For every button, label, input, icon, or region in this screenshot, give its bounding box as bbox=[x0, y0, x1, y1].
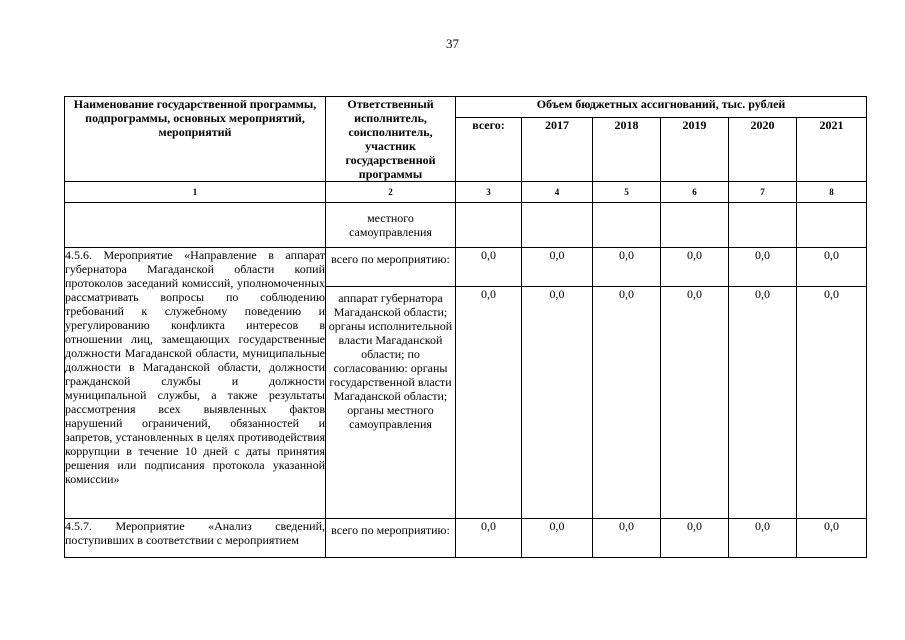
row-responsible: аппарат губернатора Магаданской области; органы исполнительной власти Магаданской области; по согласованию: органы государственной власти Магаданской области; органы местного самоуправления bbox=[326, 287, 456, 519]
header-name: Наименование государственной программы, подпрограммы, основных мероприятий, мероприятий bbox=[65, 97, 326, 182]
value-cell: 0,0 bbox=[729, 248, 797, 287]
value-cell: 0,0 bbox=[593, 248, 661, 287]
value-cell: 0,0 bbox=[797, 248, 867, 287]
value-cell bbox=[593, 203, 661, 248]
row-responsible: всего по мероприятию: bbox=[326, 248, 456, 287]
value-cell: 0,0 bbox=[522, 287, 593, 519]
index-cell: 3 bbox=[456, 182, 522, 203]
value-cell: 0,0 bbox=[456, 287, 522, 519]
table-row bbox=[65, 519, 867, 558]
row-responsible: местного самоуправления bbox=[326, 203, 456, 248]
header-row bbox=[65, 97, 867, 118]
value-cell: 0,0 bbox=[661, 248, 729, 287]
activity-4-5-6-name: 4.5.6. Мероприятие «Направление в аппарат губернатора Магаданской области копий протоколов заседаний комиссий, уполномоченных рассматривать вопросы по соблюдению требований к служебному поведению и урегулированию конфликта интересов в отношении лиц, замещающих государственные должности Магаданской области, муниципальные должности в Магаданской области, должности гражданской службы и должности муниципальной службы, а также результаты рассмотрения всех выявленных фактов нарушений ограничений, обязанностей и запретов, установленных в целях противодействия коррупции в течение 10 дней с даты принятия решения или подписания протокола указанной комиссии» bbox=[65, 248, 326, 519]
value-cell bbox=[797, 203, 867, 248]
value-cell: 0,0 bbox=[729, 519, 797, 558]
index-cell: 7 bbox=[729, 182, 797, 203]
value-cell: 0,0 bbox=[593, 287, 661, 519]
activity-4-5-7-name: 4.5.7. Мероприятие «Анализ сведений, поступивших в соответствии с мероприятием bbox=[65, 519, 326, 558]
value-cell: 0,0 bbox=[661, 287, 729, 519]
value-cell: 0,0 bbox=[456, 519, 522, 558]
index-row bbox=[65, 182, 867, 203]
page-number: 37 bbox=[446, 36, 459, 51]
row-name bbox=[65, 203, 326, 248]
index-cell: 8 bbox=[797, 182, 867, 203]
value-cell bbox=[456, 203, 522, 248]
index-cell: 5 bbox=[593, 182, 661, 203]
value-cell: 0,0 bbox=[661, 519, 729, 558]
index-cell: 6 bbox=[661, 182, 729, 203]
table-row bbox=[65, 248, 867, 287]
value-cell: 0,0 bbox=[456, 248, 522, 287]
row-responsible: всего по мероприятию: bbox=[326, 519, 456, 558]
value-cell: 0,0 bbox=[797, 519, 867, 558]
header-year-2020: 2020 bbox=[729, 118, 797, 182]
value-cell bbox=[661, 203, 729, 248]
header-year-2021: 2021 bbox=[797, 118, 867, 182]
value-cell: 0,0 bbox=[729, 287, 797, 519]
header-responsible: Ответственный исполнитель, соисполнитель, участник государственной программы bbox=[326, 97, 456, 182]
value-cell bbox=[729, 203, 797, 248]
header-year-2018: 2018 bbox=[593, 118, 661, 182]
header-year-2017: 2017 bbox=[522, 118, 593, 182]
value-cell: 0,0 bbox=[593, 519, 661, 558]
header-volume: Объем бюджетных ассигнований, тыс. рублей bbox=[456, 97, 867, 118]
value-cell: 0,0 bbox=[522, 248, 593, 287]
value-cell: 0,0 bbox=[797, 287, 867, 519]
header-year-total: всего: bbox=[456, 118, 522, 182]
index-cell: 4 bbox=[522, 182, 593, 203]
index-cell: 2 bbox=[326, 182, 456, 203]
value-cell: 0,0 bbox=[522, 519, 593, 558]
header-year-2019: 2019 bbox=[661, 118, 729, 182]
index-cell: 1 bbox=[65, 182, 326, 203]
table-row bbox=[65, 203, 867, 248]
budget-table bbox=[64, 96, 867, 558]
value-cell bbox=[522, 203, 593, 248]
